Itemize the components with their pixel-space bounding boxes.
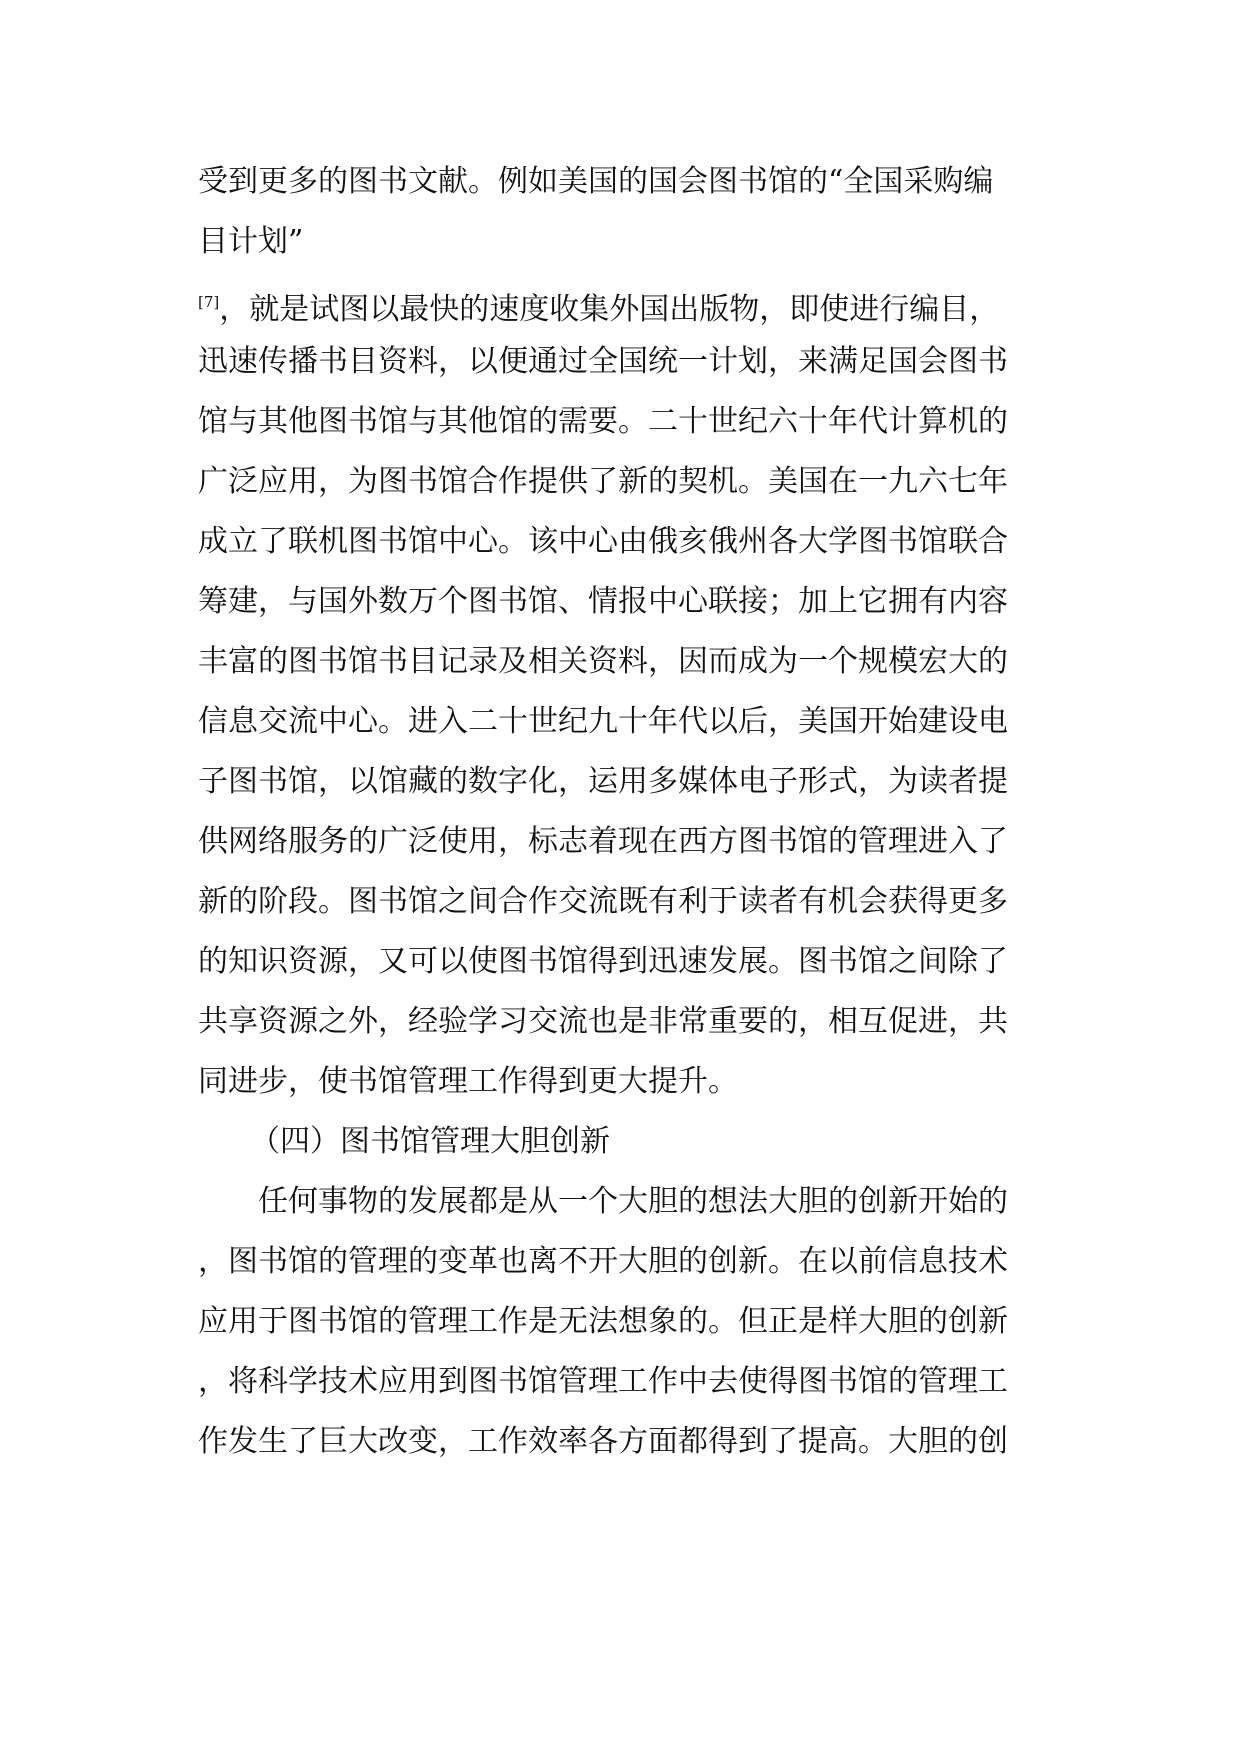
text-line-15: 共享资源之外，经验学习交流也是非常重要的，相互促进，共 <box>198 1004 1008 1039</box>
text-line-4: 迅速传播书目资料，以便通过全国统一计划，来满足国会图书 <box>198 344 1008 379</box>
text-line-20: 应用于图书馆的管理工作是无法想象的。但正是样大胆的创新 <box>198 1304 1008 1339</box>
text-line-13: 新的阶段。图书馆之间合作交流既有利于读者有机会获得更多 <box>198 884 1008 919</box>
text-line-6: 广泛应用，为图书馆合作提供了新的契机。美国在一九六七年 <box>198 464 1008 499</box>
text-line-8: 筹建，与国外数万个图书馆、情报中心联接；加上它拥有内容 <box>198 584 1008 619</box>
text-line-3 <box>198 282 1068 330</box>
section-heading: （四）图书馆管理大胆创新 <box>250 1124 610 1159</box>
text-line-10: 信息交流中心。进入二十世纪九十年代以后，美国开始建设电 <box>198 704 1008 739</box>
text-line-1: 受到更多的图书文献。例如美国的国会图书馆的“全国采购编 <box>198 164 994 199</box>
text-line-9: 丰富的图书馆书目记录及相关资料，因而成为一个规模宏大的 <box>198 644 1008 679</box>
text-line-3-content: ，就是试图以最快的速度收集外国出版物，即使进行编目， <box>219 292 1000 327</box>
text-line-18: 任何事物的发展都是从一个大胆的想法大胆的创新开始的 <box>258 1184 1008 1219</box>
text-line-14: 的知识资源，又可以使图书馆得到迅速发展。图书馆之间除了 <box>198 944 1008 979</box>
text-line-11: 子图书馆，以馆藏的数字化，运用多媒体电子形式，为读者提 <box>198 764 1008 799</box>
text-line-19: ，图书馆的管理的变革也离不开大胆的创新。在以前信息技术 <box>198 1244 1008 1279</box>
text-line-7: 成立了联机图书馆中心。该中心由俄亥俄州各大学图书馆联合 <box>198 524 1008 559</box>
text-line-16: 同进步，使书馆管理工作得到更大提升。 <box>198 1064 738 1099</box>
text-line-12: 供网络服务的广泛使用，标志着现在西方图书馆的管理进入了 <box>198 824 1008 859</box>
text-line-22: 作发生了巨大改变，工作效率各方面都得到了提高。大胆的创 <box>198 1424 1008 1459</box>
text-line-21: ，将科学技术应用到图书馆管理工作中去使得图书馆的管理工 <box>198 1364 1008 1399</box>
citation-ref: [7] <box>198 293 220 311</box>
text-line-5: 馆与其他图书馆与其他馆的需要。二十世纪六十年代计算机的 <box>198 404 1008 439</box>
text-line-2: 目计划” <box>198 224 304 259</box>
